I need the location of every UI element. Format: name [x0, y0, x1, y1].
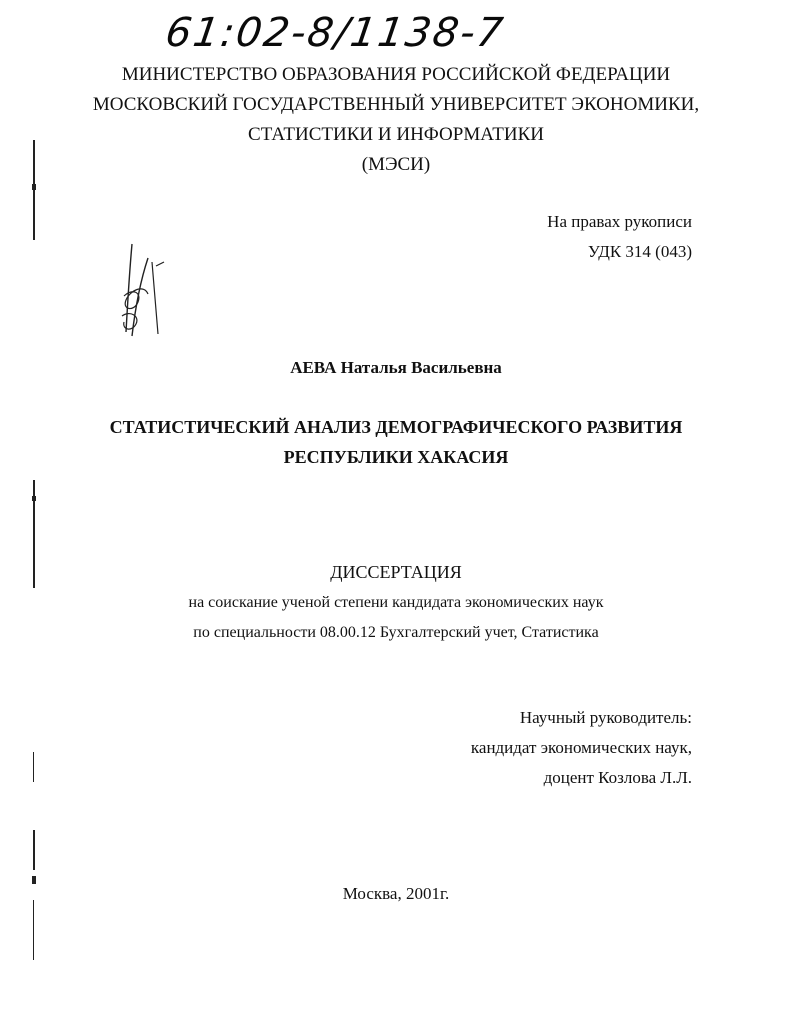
udk-code: УДК 314 (043): [587, 242, 692, 261]
specialty-line: по специальности 08.00.12 Бухгалтерский учет, Статистика: [193, 624, 599, 641]
signature: [112, 236, 172, 346]
supervisor-degree: кандидат экономических наук,: [470, 738, 692, 757]
ministry-name: МИНИСТЕРСТВО ОБРАЗОВАНИЯ РОССИЙСКОЙ ФЕДЕРАЦИИ: [121, 64, 671, 85]
scan-edge-mark: [33, 900, 34, 960]
manuscript-rights: На правах рукописи: [547, 212, 692, 231]
author-name: АЕВА Наталья Васильевна: [290, 358, 502, 377]
supervisor-label: Научный руководитель:: [519, 708, 692, 727]
supervisor-name: доцент Козлова Л.Л.: [543, 768, 692, 787]
scan-edge-mark: [32, 496, 36, 501]
scan-edge-mark: [33, 752, 34, 782]
thesis-title-line1: СТАТИСТИЧЕСКИЙ АНАЛИЗ ДЕМОГРАФИЧЕСКОГО РАЗВИТИЯ: [109, 417, 683, 437]
thesis-title-line2: РЕСПУБЛИКИ ХАКАСИЯ: [283, 447, 509, 467]
university-abbreviation: (МЭСИ): [361, 154, 431, 175]
degree-line: на соискание ученой степени кандидата экономических наук: [188, 594, 604, 611]
university-name-line2: СТАТИСТИКИ И ИНФОРМАТИКИ: [248, 124, 544, 145]
university-name-line1: МОСКОВСКИЙ ГОСУДАРСТВЕННЫЙ УНИВЕРСИТЕТ ЭКОНОМИКИ,: [92, 94, 700, 115]
scan-edge-mark: [32, 876, 36, 884]
scan-edge-mark: [32, 184, 36, 190]
document-type: ДИССЕРТАЦИЯ: [330, 562, 462, 582]
archive-number: 61:02-8/1138-7: [162, 10, 508, 56]
scan-edge-mark: [33, 830, 35, 870]
place-year: Москва, 2001г.: [342, 884, 450, 903]
